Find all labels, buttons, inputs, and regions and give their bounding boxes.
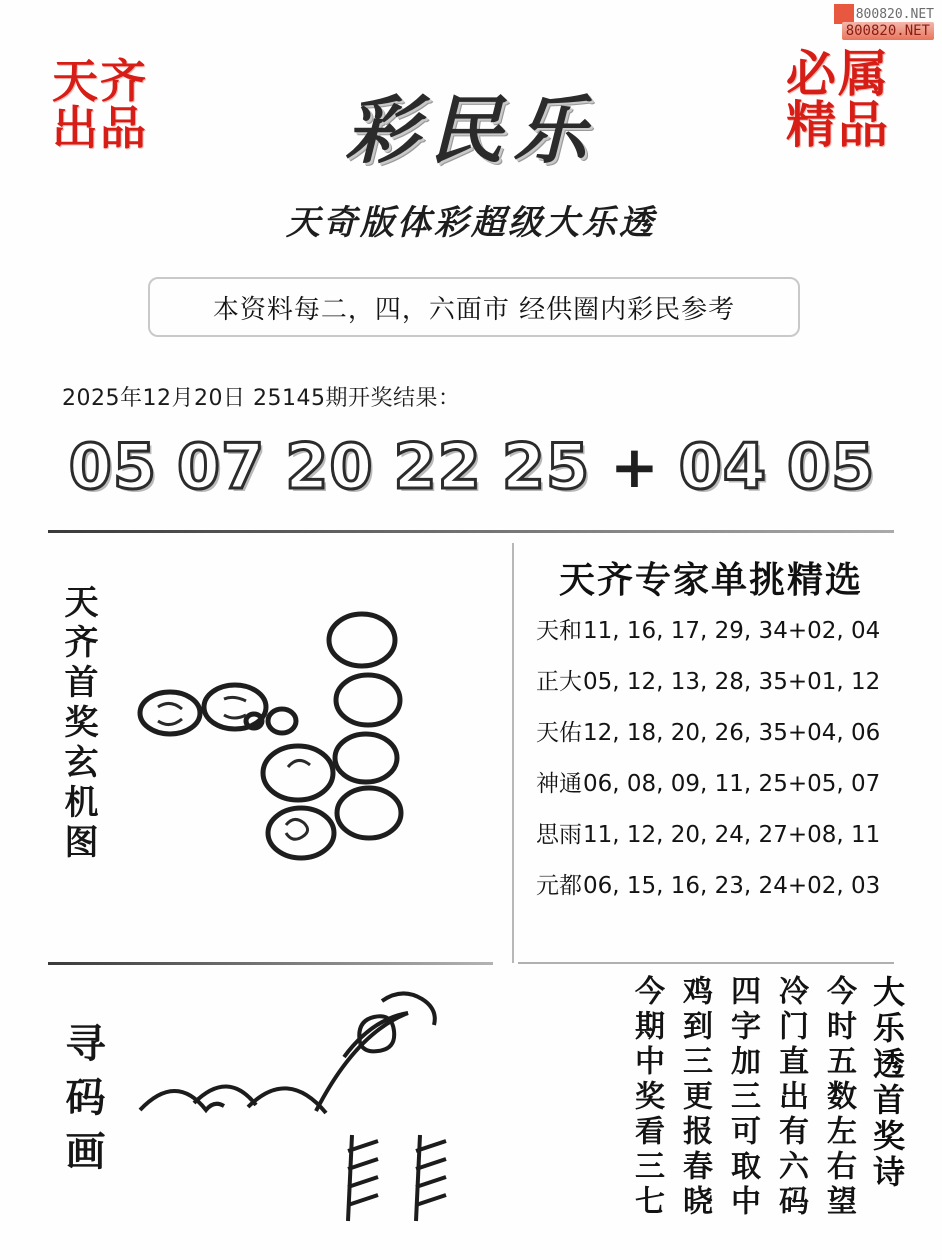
- watermark-badge: 800820.NET: [842, 22, 934, 40]
- pick-numbers: 11, 16, 17, 29, 34+02, 04: [583, 618, 881, 644]
- pick-name: 天和: [536, 618, 582, 644]
- pick-name: 天佑: [536, 720, 582, 746]
- divider-vertical: [512, 543, 514, 963]
- watermark-top-text: 800820.NET: [855, 6, 934, 22]
- pick-numbers: 12, 18, 20, 26, 35+04, 06: [583, 720, 881, 746]
- pick-numbers: 06, 08, 09, 11, 25+05, 07: [583, 771, 881, 797]
- caption-lucky-chart: 天齐首奖玄机图: [58, 584, 98, 864]
- front-number: 07: [176, 430, 266, 503]
- ink-dots-illustration: [130, 595, 480, 895]
- front-number: 05: [68, 430, 157, 503]
- notice-text: 本资料每二，四，六面市 经供圈内彩民参考: [212, 294, 736, 325]
- poem-line: 今期中奖看三七: [629, 975, 664, 1220]
- pick-row: [536, 714, 916, 765]
- stamp-left: 天齐 出品: [52, 54, 148, 155]
- pick-name: 神通: [536, 771, 582, 797]
- back-number: 05: [787, 430, 876, 503]
- pick-name: 元都: [536, 873, 582, 899]
- pick-name: 思雨: [536, 822, 582, 848]
- ink-mountain-bird-illustration: [130, 985, 490, 1250]
- poem-block: [518, 975, 914, 1260]
- caption-code-picture: 寻码画: [59, 1022, 106, 1184]
- notice-box: [148, 277, 800, 337]
- pick-row: [536, 867, 916, 918]
- divider-main: [48, 530, 894, 533]
- back-number: 04: [678, 430, 767, 503]
- expert-picks-title: 天齐专家单挑精选: [558, 559, 863, 601]
- stamp-right: 必属 精品: [786, 44, 890, 154]
- front-number: 20: [285, 430, 374, 503]
- watermark-square-icon: [834, 4, 854, 24]
- pick-numbers: 05, 12, 13, 28, 35+01, 12: [583, 669, 881, 695]
- front-number: 25: [501, 430, 591, 503]
- poem-line: 四字加三可取中: [725, 975, 760, 1220]
- poem-line: 冷门直出有六码: [773, 975, 808, 1220]
- front-number: 22: [393, 430, 482, 503]
- poem-title: 大乐透首奖诗: [868, 975, 906, 1191]
- draw-result-label: 2025年12月20日 25145期开奖结果：: [62, 386, 461, 411]
- page-title: 彩民乐: [345, 88, 597, 174]
- pick-name: 正大: [536, 669, 582, 695]
- page-subtitle: 天奇版体彩超级大乐透: [286, 203, 656, 243]
- pick-numbers: 06, 15, 16, 23, 24+02, 03: [583, 873, 881, 899]
- pick-row: [536, 663, 916, 714]
- watermark-top: [834, 4, 934, 24]
- pick-row: [536, 765, 916, 816]
- divider-right-middle: [518, 962, 894, 964]
- pick-numbers: 11, 12, 20, 24, 27+08, 11: [583, 822, 881, 848]
- draw-numbers: [22, 430, 922, 503]
- poem-line: 鸡到三更报春晓: [677, 975, 712, 1220]
- plus-sign-icon: +: [610, 432, 659, 501]
- poem-line: 今时五数左右望: [821, 975, 856, 1220]
- pick-row: [536, 612, 916, 663]
- expert-picks-list: [536, 612, 916, 918]
- divider-left-middle: [48, 962, 493, 965]
- pick-row: [536, 816, 916, 867]
